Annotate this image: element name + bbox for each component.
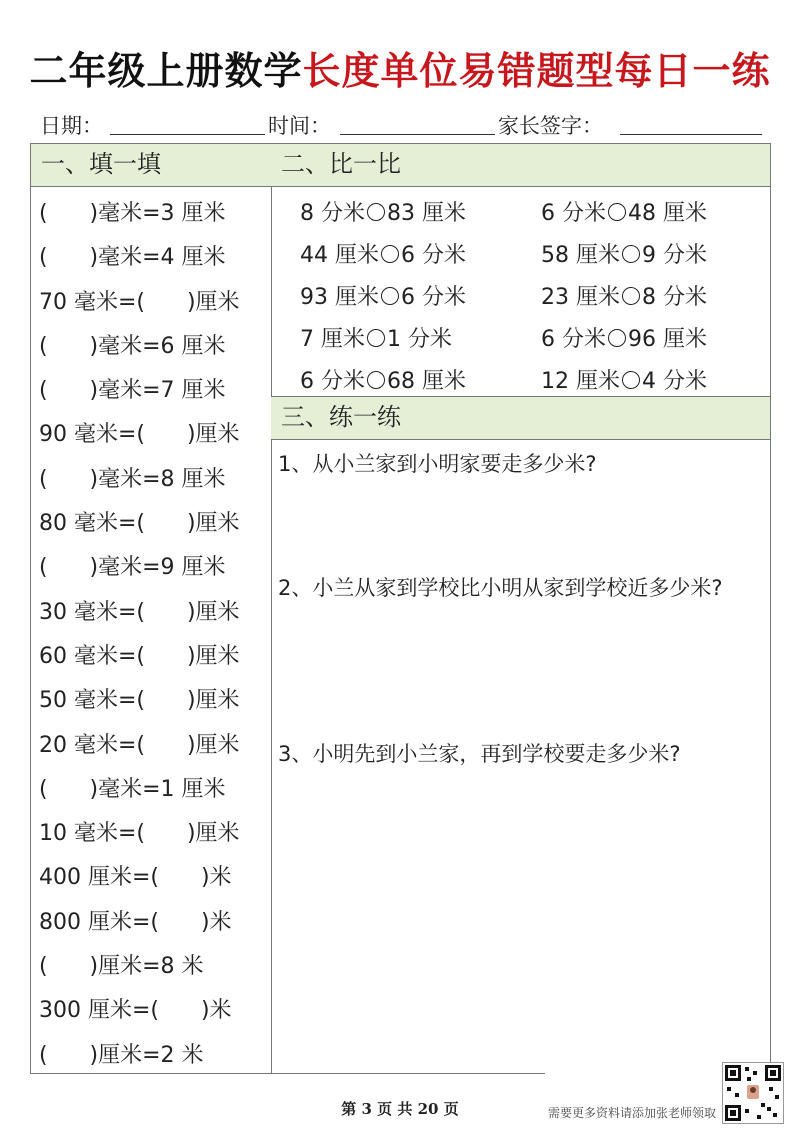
fill-item[interactable]: ( )厘米=8 米 [39, 954, 204, 980]
compare-right: 4 分米 [642, 369, 707, 394]
compare-left: 6 分米 [300, 369, 365, 394]
fill-item[interactable]: 50 毫米=( )厘米 [39, 688, 240, 714]
compare-item[interactable] [541, 280, 707, 311]
fill-item[interactable]: ( )毫米=7 厘米 [39, 378, 226, 404]
compare-left: 23 厘米 [541, 285, 620, 310]
compare-circle[interactable] [608, 203, 626, 221]
page-title [0, 40, 800, 95]
compare-circle[interactable] [622, 245, 640, 263]
compare-left: 58 厘米 [541, 243, 620, 268]
qr-code [722, 1062, 784, 1124]
compare-circle[interactable] [381, 287, 399, 305]
fill-item[interactable]: 800 厘米=( )米 [39, 909, 232, 935]
time-field[interactable] [340, 134, 495, 135]
info-row [40, 110, 770, 140]
time-label: 时间： [268, 114, 331, 138]
compare-right: 83 厘米 [387, 201, 466, 226]
fill-item[interactable]: 400 厘米=( )米 [39, 865, 232, 891]
fill-item[interactable]: 10 毫米=( )厘米 [39, 821, 240, 847]
fill-item[interactable]: 80 毫米=( )厘米 [39, 511, 240, 537]
question-1: 1、从小兰家到小明家要走多少米? [278, 452, 597, 476]
bottom-border [30, 1073, 545, 1074]
compare-item[interactable] [541, 196, 707, 227]
compare-circle[interactable] [622, 287, 640, 305]
parent-sign-label: 家长签字： [498, 114, 603, 138]
fill-item[interactable]: ( )毫米=9 厘米 [39, 555, 226, 581]
question-2: 2、小兰从家到学校比小明从家到学校近多少米? [278, 576, 723, 600]
title-grade: 二年级上册数学 [29, 48, 303, 93]
column-divider [271, 143, 272, 1073]
compare-right: 48 厘米 [628, 201, 707, 226]
fill-item[interactable]: ( )毫米=6 厘米 [39, 333, 226, 359]
title-topic: 长度单位易错题型每日一练 [302, 48, 771, 93]
fill-item[interactable]: ( )毫米=4 厘米 [39, 245, 226, 271]
compare-left: 6 分米 [541, 327, 606, 352]
compare-right: 1 分米 [387, 327, 452, 352]
compare-right: 8 分米 [642, 285, 707, 310]
compare-left: 93 厘米 [300, 285, 379, 310]
compare-left: 12 厘米 [541, 369, 620, 394]
compare-circle[interactable] [381, 245, 399, 263]
compare-item[interactable] [541, 238, 707, 269]
fill-item[interactable]: ( )厘米=2 米 [39, 1042, 204, 1068]
footer-note: 需要更多资料请添加张老师领取 [548, 1106, 717, 1120]
compare-item[interactable] [541, 322, 707, 353]
compare-left: 8 分米 [300, 201, 365, 226]
fill-item[interactable]: ( )毫米=8 厘米 [39, 466, 226, 492]
fill-item[interactable]: 300 厘米=( )米 [39, 998, 232, 1024]
compare-right: 96 厘米 [628, 327, 707, 352]
fill-item[interactable]: ( )毫米=1 厘米 [39, 776, 226, 802]
question-3: 3、小明先到小兰家，再到学校要走多少米? [278, 742, 681, 766]
fill-list [39, 197, 269, 1083]
compare-circle[interactable] [367, 329, 385, 347]
parent-sign-field[interactable] [620, 134, 762, 135]
compare-left: 6 分米 [541, 201, 606, 226]
compare-circle[interactable] [622, 371, 640, 389]
fill-item[interactable]: 90 毫米=( )厘米 [39, 422, 240, 448]
fill-item[interactable]: 70 毫米=( )厘米 [39, 289, 240, 315]
compare-circle[interactable] [367, 371, 385, 389]
compare-item[interactable] [300, 322, 452, 353]
compare-item[interactable] [300, 364, 466, 395]
section3-heading: 三、练一练 [271, 396, 770, 440]
compare-item[interactable] [541, 364, 707, 395]
date-field[interactable] [110, 134, 265, 135]
fill-item[interactable]: ( )毫米=3 厘米 [39, 201, 226, 226]
compare-circle[interactable] [608, 329, 626, 347]
compare-item[interactable] [300, 196, 466, 227]
compare-left: 44 厘米 [300, 243, 379, 268]
compare-right: 6 分米 [401, 243, 466, 268]
section2-heading: 二、比一比 [271, 143, 770, 187]
fill-item[interactable]: 20 毫米=( )厘米 [39, 732, 240, 758]
compare-item[interactable] [300, 280, 466, 311]
qr-code-image [723, 1063, 783, 1123]
page-number: 第 3 页 共 20 页 [341, 1100, 459, 1118]
compare-left: 7 厘米 [300, 327, 365, 352]
date-label: 日期： [40, 114, 103, 138]
compare-item[interactable] [300, 238, 466, 269]
section1-heading: 一、填一填 [31, 143, 271, 187]
fill-item[interactable]: 60 毫米=( )厘米 [39, 643, 240, 669]
compare-right: 9 分米 [642, 243, 707, 268]
compare-right: 68 厘米 [387, 369, 466, 394]
fill-item[interactable]: 30 毫米=( )厘米 [39, 599, 240, 625]
compare-circle[interactable] [367, 203, 385, 221]
compare-right: 6 分米 [401, 285, 466, 310]
